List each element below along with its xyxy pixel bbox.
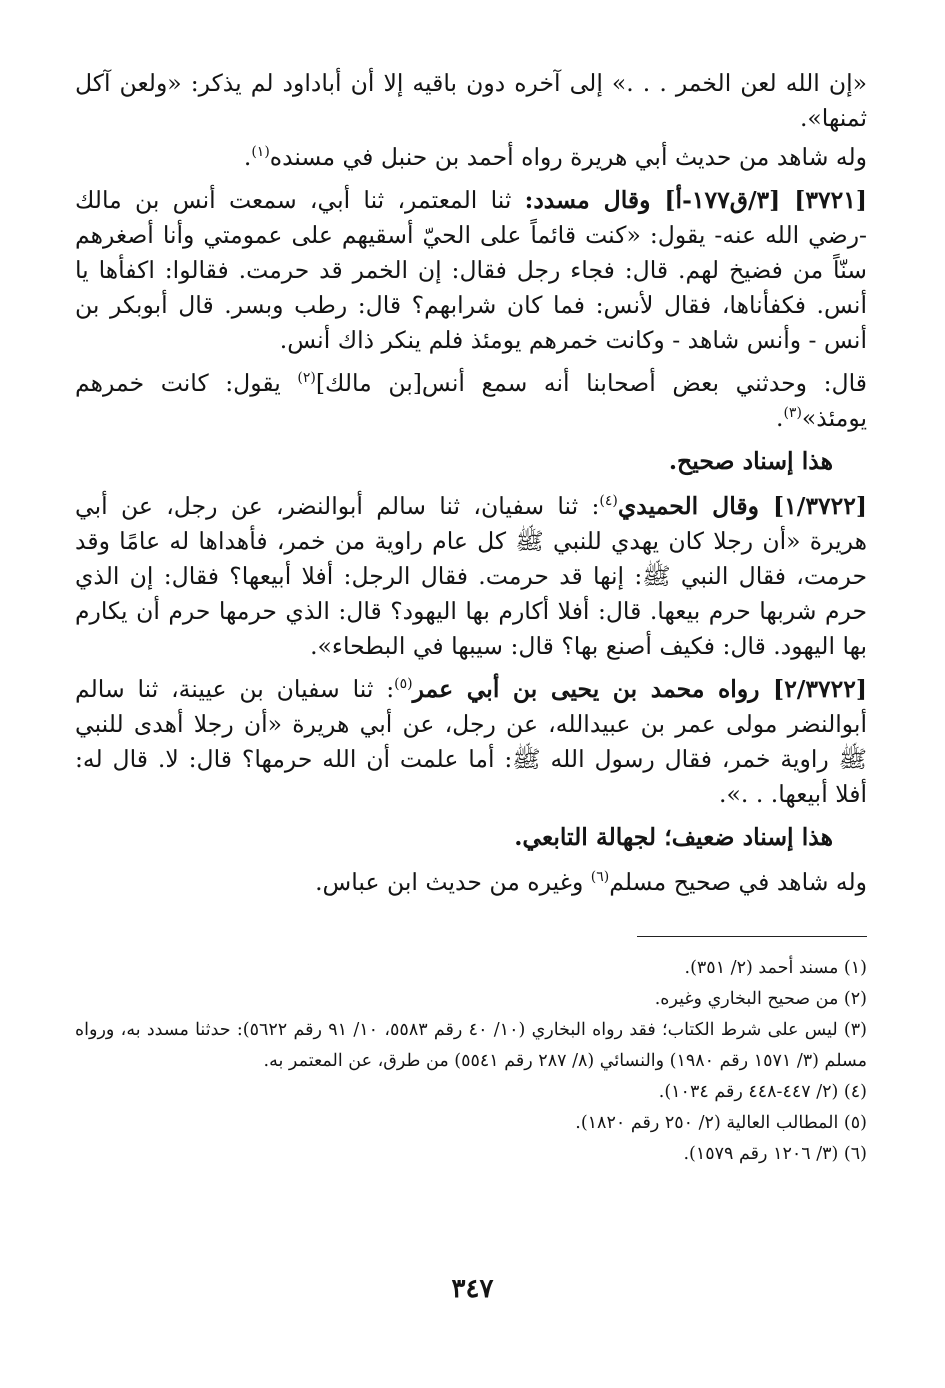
addendum-text-2: يقول: كانت خمرهم يومئذ» xyxy=(75,369,867,432)
page-body xyxy=(75,66,867,1170)
hadith-3722-2-text: : ثنا سفيان بن عيينة، ثنا سالم أبوالنضر مولى عمر بن عبيدالله، عن رجل، عن أبي هريرة «أن رجلا أهدى للنبي ﷺ راوية خمر، فقال رسول الله ﷺ: أما علمت أن الله حرمها؟ قال: لا. قال له: أفلا أبيعها. . .». xyxy=(75,675,867,808)
hadith-3722-1 xyxy=(75,489,867,664)
footnotes xyxy=(75,953,867,1170)
hadith-3722-2-number: [٢/٣٧٢٢] رواه محمد بن يحيى بن أبي عمر xyxy=(412,675,868,703)
hadith-3721-number: [٣٧٢١] [٣/ق١٧٧-أ] وقال مسدد: xyxy=(524,186,868,214)
verdict-daif: هذا إسناد ضعيف؛ لجهالة التابعي. xyxy=(514,823,833,851)
footnote-4: (٤) (٢/ ٤٤٧-٤٤٨ رقم ١٠٣٤). xyxy=(658,1082,867,1102)
paragraph-1-text: «إن الله لعن الخمر . . .» إلى آخره دون باقيه إلا أن أباداود لم يذكر: «ولعن آكل ثمنها». xyxy=(75,69,867,132)
paragraph-2-end: . xyxy=(243,143,252,171)
verdict-sahih: هذا إسناد صحيح. xyxy=(668,447,833,475)
footnote-ref-5[interactable]: (٥) xyxy=(394,676,413,693)
hadith-3721-addendum xyxy=(75,366,867,436)
footnote-ref-2[interactable]: (٢) xyxy=(297,370,316,387)
page-number: ٣٤٧ xyxy=(451,1274,494,1304)
hadith-3722-2 xyxy=(75,672,867,812)
hadith-3721-text: ثنا المعتمر، ثنا أبي، سمعت أنس بن مالك -رضي الله عنه- يقول: «كنت قائماً على الحيّ أسقيهم على عمومتي وأنا أصغرهم سنّاً من فضيخ لهم. قال: فجاء رجل فقال: إن الخمر قد حرمت. فقالوا: اكفأها يا أنس. فكفأناها، فقال لأنس: فما كان شرابهم؟ قال: رطب وبسر. قال أبوبكر بن أنس - وأنس شاهد - وكانت خمرهم يومئذ فلم ينكر ذاك أنس. xyxy=(75,186,867,354)
footnote-divider xyxy=(637,936,867,937)
hadith-3722-1-text: : ثنا سفيان، ثنا سالم أبوالنضر، عن رجل، عن أبي هريرة «أن رجلا كان يهدي للنبي ﷺ كل عام راوية من خمر، فأهداها له عامًا وقد حرمت، فقال النبي ﷺ: إنها قد حرمت. فقال الرجل: أفلا أبيعها؟ فقال: إن الذي حرم شربها حرم بيعها. قال: أفلا أكارم بها اليهود؟ قال: الذي حرمها حرم أن يكارم بها اليهود. قال: فكيف أصنع بها؟ قال: سيبها في البطحاء». xyxy=(75,492,867,660)
paragraph-2 xyxy=(75,140,867,175)
hadith-3722-1-number: [١/٣٧٢٢] وقال الحميدي xyxy=(617,492,867,520)
paragraph-1 xyxy=(75,66,867,136)
addendum-end: . xyxy=(775,404,784,432)
footnote-5: (٥) المطالب العالية (٢/ ٢٥٠ رقم ١٨٢٠). xyxy=(575,1113,867,1133)
witness-end: وغيره من حديث ابن عباس. xyxy=(315,868,591,896)
hadith-3721 xyxy=(75,183,867,358)
footnote-3: (٣) ليس على شرط الكتاب؛ فقد رواه البخاري (١٠/ ٤٠ رقم ٥٥٨٣، ١٠/ ٩١ رقم ٥٦٢٢): حدثنا مسدد به، ورواه مسلم (٣/ ١٥٧١ رقم ١٩٨٠) والنسائي (٨/ ٢٨٧ رقم ٥٥٤١) من طرق، عن المعتمر به. xyxy=(75,1020,867,1071)
witness-paragraph xyxy=(75,865,867,900)
footnote-6: (٦) (٣/ ١٢٠٦ رقم ١٥٧٩). xyxy=(683,1144,867,1164)
witness-text: وله شاهد في صحيح مسلم xyxy=(609,868,867,896)
footnote-2: (٢) من صحيح البخاري وغيره. xyxy=(654,989,867,1009)
footnote-1: (١) مسند أحمد (٢/ ٣٥١). xyxy=(684,958,867,978)
footnote-ref-6[interactable]: (٦) xyxy=(590,869,610,886)
footnote-ref-1[interactable]: (١) xyxy=(251,144,270,161)
paragraph-2-text: وله شاهد من حديث أبي هريرة رواه أحمد بن حنبل في مسنده xyxy=(269,143,867,171)
footnote-ref-3[interactable]: (٣) xyxy=(783,405,802,422)
addendum-text: قال: وحدثني بعض أصحابنا أنه سمع أنس[بن مالك] xyxy=(315,369,867,397)
footnote-ref-4[interactable]: (٤) xyxy=(599,493,618,510)
